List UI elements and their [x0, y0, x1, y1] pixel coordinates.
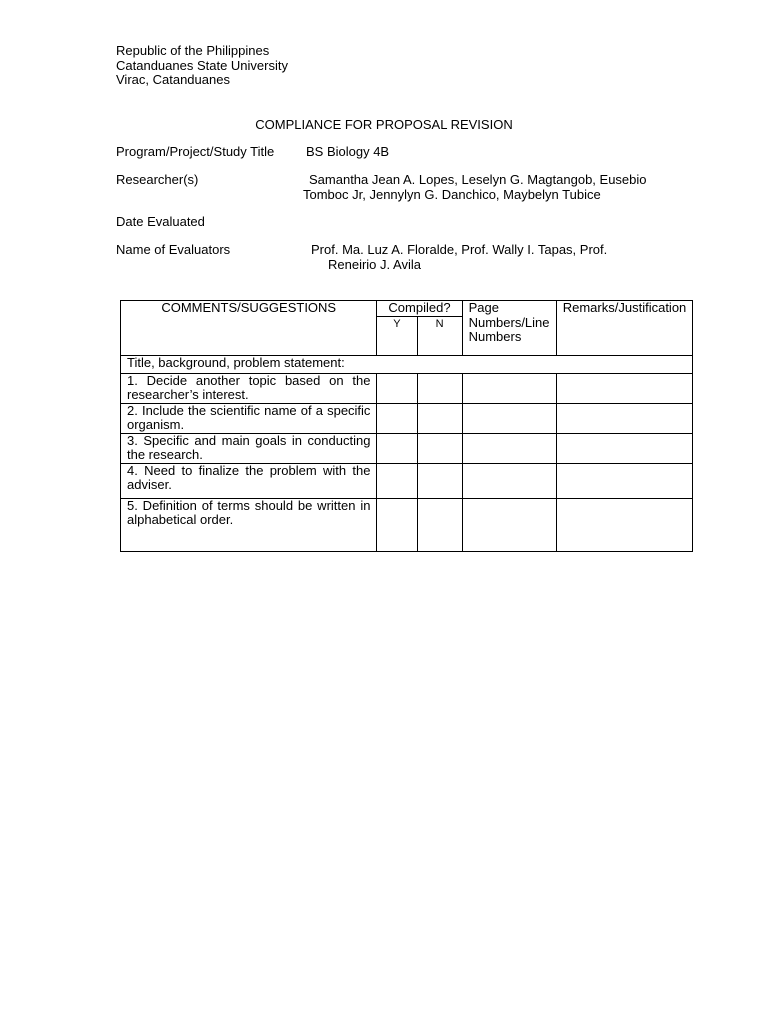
table-row [121, 433, 693, 463]
compiled-no-cell[interactable] [417, 463, 462, 498]
compiled-no-cell[interactable] [417, 433, 462, 463]
date-evaluated-label: Date Evaluated [116, 214, 205, 229]
evaluators-value [311, 243, 607, 272]
compiled-yes-cell[interactable] [377, 463, 417, 498]
researchers-label: Researcher(s) [116, 172, 199, 187]
compiled-yes-cell[interactable] [377, 433, 417, 463]
page-numbers-cell[interactable] [462, 373, 556, 403]
header-republic: Republic of the Philippines [116, 43, 270, 58]
evaluators-line-2: Reneirio J. Avila [328, 256, 421, 272]
institution-header [116, 44, 288, 88]
header-yes: Y [377, 316, 417, 355]
researchers-line-2: Tomboc Jr, Jennylyn G. Danchico, Maybelyn Tubice [303, 186, 601, 202]
compiled-no-cell[interactable] [417, 498, 462, 551]
evaluators-line-1: Prof. Ma. Luz A. Floralde, Prof. Wally I. Tapas, Prof. [311, 242, 608, 257]
document-title: COMPLIANCE FOR PROPOSAL REVISION [255, 117, 513, 132]
comment-cell: 3. Specific and main goals in conducting the research. [121, 433, 377, 463]
table-row [121, 403, 693, 433]
compiled-no-cell[interactable] [417, 403, 462, 433]
table-row [121, 463, 693, 498]
study-title-label: Program/Project/Study Title [116, 144, 275, 159]
study-title-value: BS Biology 4B [306, 144, 390, 159]
comment-cell: 4. Need to finalize the problem with the adviser. [121, 463, 377, 498]
page-numbers-cell[interactable] [462, 463, 556, 498]
page-numbers-cell[interactable] [462, 403, 556, 433]
compiled-yes-cell[interactable] [377, 373, 417, 403]
page-numbers-cell[interactable] [462, 433, 556, 463]
remarks-cell[interactable] [556, 498, 692, 551]
comment-cell: 5. Definition of terms should be written in alphabetical order. [121, 498, 377, 551]
table-row [121, 498, 693, 551]
compliance-table [120, 300, 693, 552]
compiled-no-cell[interactable] [417, 373, 462, 403]
table-row [121, 373, 693, 403]
page-numbers-cell[interactable] [462, 498, 556, 551]
evaluators-label: Name of Evaluators [116, 242, 231, 257]
compiled-yes-cell[interactable] [377, 403, 417, 433]
comment-cell: 2. Include the scientific name of a specific organism. [121, 403, 377, 433]
header-no: N [417, 316, 462, 355]
compiled-yes-cell[interactable] [377, 498, 417, 551]
section-heading: Title, background, problem statement: [121, 355, 693, 373]
researchers-line-1: Samantha Jean A. Lopes, Leselyn G. Magtangob, Eusebio [309, 172, 647, 187]
header-compiled: Compiled? [377, 301, 462, 317]
header-location: Virac, Catanduanes [116, 72, 230, 87]
remarks-cell[interactable] [556, 433, 692, 463]
comment-cell: 1. Decide another topic based on the researcher’s interest. [121, 373, 377, 403]
header-university: Catanduanes State University [116, 57, 288, 73]
remarks-cell[interactable] [556, 403, 692, 433]
header-comments: COMMENTS/SUGGESTIONS [121, 301, 377, 356]
remarks-cell[interactable] [556, 373, 692, 403]
header-remarks: Remarks/Justification [556, 301, 692, 356]
header-page-numbers: Page Numbers/Line Numbers [462, 301, 556, 356]
remarks-cell[interactable] [556, 463, 692, 498]
researchers-value [303, 173, 647, 202]
